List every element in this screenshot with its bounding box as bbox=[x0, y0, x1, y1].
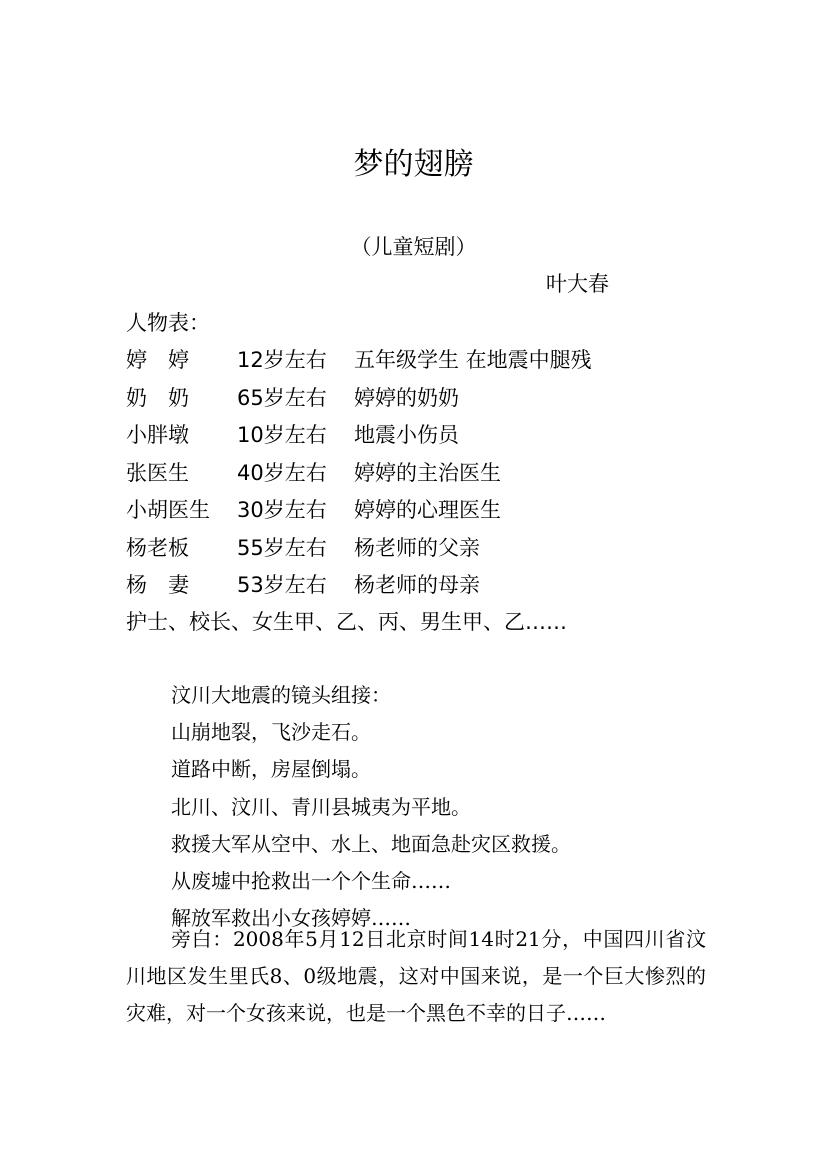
montage-line: 汶川大地震的镜头组接： bbox=[171, 683, 391, 707]
cast-row bbox=[126, 494, 746, 532]
montage-line: 北川、汶川、青川县城夷为平地。 bbox=[171, 794, 471, 819]
cast-age: 65岁左右 bbox=[237, 385, 327, 410]
cast-list bbox=[126, 344, 746, 607]
cast-row bbox=[126, 419, 746, 457]
cast-name: 小胖墩 bbox=[126, 423, 189, 447]
cast-description: 婷婷的奶奶 bbox=[354, 385, 459, 410]
cast-row bbox=[126, 382, 746, 420]
cast-description: 地震小伤员 bbox=[354, 423, 459, 447]
montage-line: 山崩地裂，飞沙走石。 bbox=[171, 720, 371, 745]
cast-name: 杨老板 bbox=[126, 535, 189, 560]
cast-age: 53岁左右 bbox=[237, 573, 327, 597]
cast-heading: 人物表： bbox=[126, 311, 210, 335]
montage-line: 从废墟中抢救出一个个生命…… bbox=[171, 868, 451, 893]
cast-description: 杨老师的父亲 bbox=[354, 535, 480, 560]
cast-description: 婷婷的心理医生 bbox=[354, 498, 501, 522]
play-subtitle: （儿童短剧） bbox=[350, 235, 477, 259]
narration-paragraph: 旁白：2008年5月12日北京时间14时21分，中国四川省汶川地区发生里氏8、0级地震，这对中国来说，是一个巨大惨烈的灾难，对一个女孩来说，也是一个黑色不幸的日子…… bbox=[126, 927, 706, 1025]
cast-row bbox=[126, 457, 746, 495]
cast-row bbox=[126, 569, 746, 607]
cast-name: 婷 婷 bbox=[126, 348, 189, 372]
cast-age: 40岁左右 bbox=[237, 460, 327, 485]
montage-directions bbox=[171, 679, 571, 939]
author-name: 叶大春 bbox=[546, 272, 609, 296]
montage-line: 道路中断，房屋倒塌。 bbox=[171, 757, 371, 782]
cast-name: 杨 妻 bbox=[126, 573, 189, 597]
cast-row bbox=[126, 532, 746, 570]
cast-name: 张医生 bbox=[126, 460, 189, 485]
cast-extras: 护士、校长、女生甲、乙、丙、男生甲、乙…… bbox=[126, 610, 567, 634]
cast-name: 奶 奶 bbox=[126, 385, 189, 410]
cast-name: 小胡医生 bbox=[126, 498, 210, 522]
cast-description: 婷婷的主治医生 bbox=[354, 460, 501, 485]
cast-age: 12岁左右 bbox=[237, 348, 327, 372]
play-title: 梦的翅膀 bbox=[353, 147, 474, 182]
montage-line: 解放军救出小女孩婷婷…… bbox=[171, 906, 411, 931]
cast-age: 10岁左右 bbox=[237, 423, 327, 447]
cast-age: 55岁左右 bbox=[237, 535, 327, 560]
cast-description: 五年级学生 在地震中腿残 bbox=[354, 348, 592, 372]
montage-line: 救援大军从空中、水上、地面急赴灾区救援。 bbox=[171, 831, 571, 856]
cast-age: 30岁左右 bbox=[237, 498, 327, 522]
cast-description: 杨老师的母亲 bbox=[354, 573, 480, 597]
cast-row bbox=[126, 344, 746, 382]
